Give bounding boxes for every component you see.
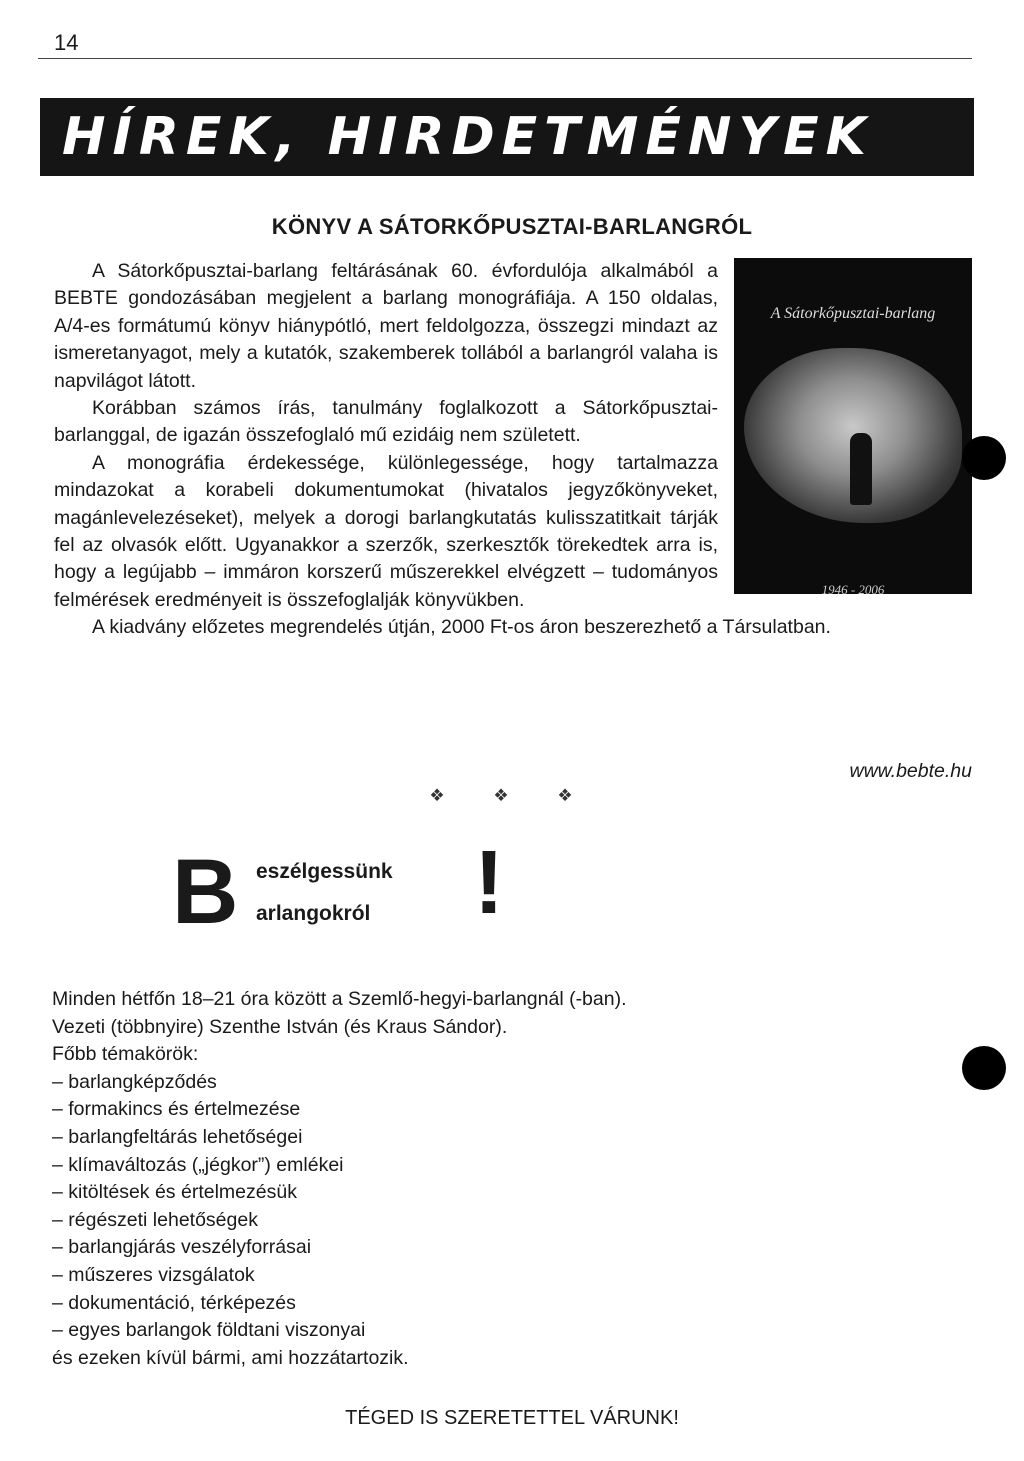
topic-item: – egyes barlangok földtani viszonyai [52, 1319, 366, 1342]
book-cover-years: 1946 - 2006 [821, 582, 885, 594]
topic-list [52, 1069, 952, 1345]
talk-title-line2: arlangokról [256, 902, 371, 925]
topic-item: – régészeti lehetőségek [52, 1208, 258, 1231]
binder-hole-dot [962, 1046, 1006, 1090]
book-cover-image [734, 258, 972, 594]
book-cover-title: A Sátorkőpusztai-barlang [770, 305, 936, 322]
talk-intro-line: Vezeti (többnyire) Szenthe István (és Kraus Sándor). [52, 1015, 508, 1038]
drop-letter: B [172, 841, 239, 943]
article-paragraph: Korábban számos írás, tanulmány foglalkozott a Sátorkőpusztai-barlanggal, de igazán összefoglaló mű ezidáig nem született. [54, 397, 718, 447]
cave-explorer-figure [850, 433, 872, 505]
banner-title: HÍREK, HIRDETMÉNYEK [40, 98, 974, 176]
talk-title-line1: eszélgessünk [256, 860, 393, 883]
talk-intro-line: Minden hétfőn 18–21 óra között a Szemlő-hegyi-barlangnál (-ban). [52, 988, 627, 1010]
page-number: 14 [54, 30, 79, 55]
talk-outro: és ezeken kívül bármi, ami hozzátartozik. [52, 1346, 409, 1369]
article-paragraph: A monográfia érdekessége, különlegessége, hogy tartalmazza mindazokat a korabeli dokumentumokat (hivatalos jegyzőkönyveket, magánlevelezéseket), melyek a dorogi barlangkutatás kulisszatitkait tárják fel az olvasók előtt. Ugyanakkor a szerzők, szerkesztők törekedtek arra is, hogy a legújabb – immáron korszerű műszerekkel elvégzett – tudományos felmérések eredményeit is összefoglalják könyvükben. [54, 451, 718, 611]
article-paragraph: A Sátorkőpusztai-barlang feltárásának 60. évfordulója alkalmából a BEBTE gondozásában megjelent a barlang monográfiája. A 150 oldalas, A/4-es formátumú könyv hiánypótló, mert feldolgozza, összegzi mindazt az ismeretanyagot, mely a kutatók, szakemberek tollából a barlangról valaha is napvilágot látott. [54, 260, 718, 392]
closing-line: TÉGED IS SZERETETTEL VÁRUNK! [345, 1407, 679, 1429]
top-rule [38, 58, 972, 59]
topic-item: – dokumentáció, térképezés [52, 1291, 296, 1314]
exclamation-mark: ! [474, 833, 504, 933]
article-body [54, 258, 972, 642]
talk-intro-line: Főbb témakörök: [52, 1043, 199, 1066]
topic-item: – kitöltések és értelmezésük [52, 1181, 297, 1204]
article-paragraph: A kiadvány előzetes megrendelés útján, 2000 Ft-os áron beszerezhető a Társulatban. [92, 616, 831, 639]
website-link[interactable]: www.bebte.hu [849, 760, 972, 782]
topic-item: – barlangjárás veszélyforrásai [52, 1236, 312, 1259]
section-ornament: ❖ ❖ ❖ [429, 786, 595, 805]
topic-item: – műszeres vizsgálatok [52, 1263, 255, 1286]
topic-item: – barlangfeltárás lehetőségei [52, 1125, 303, 1148]
topic-item: – formakincs és értelmezése [52, 1098, 301, 1121]
talk-body [52, 986, 952, 1372]
binder-hole-dot [962, 436, 1006, 480]
topic-item: – klímaváltozás („jégkor”) emlékei [52, 1153, 344, 1176]
topic-item: – barlangképződés [52, 1070, 217, 1093]
article-title: KÖNYV A SÁTORKŐPUSZTAI-BARLANGRÓL [271, 214, 753, 239]
